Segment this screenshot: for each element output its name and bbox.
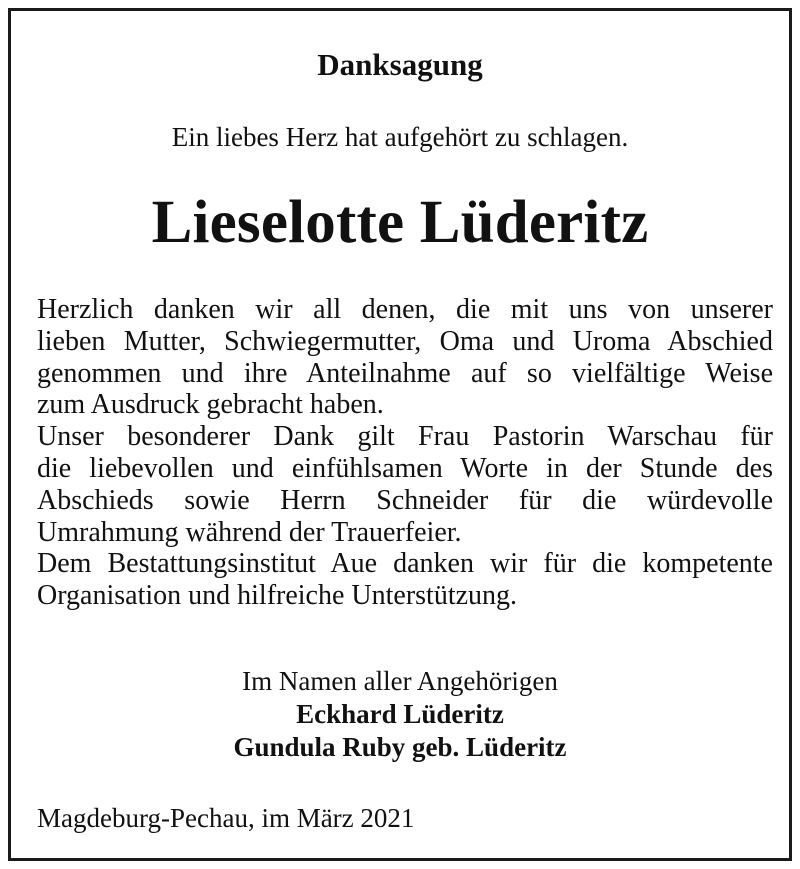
signature-block (11, 665, 789, 764)
place-date: Magdeburg-Pechau, im März 2021 (37, 803, 415, 833)
body-line: die liebevollen und einfühlsamen Worte in der Stunde des (37, 452, 773, 484)
body-line: genommen und ihre Anteilnahme auf so vielfältige Weise (37, 357, 773, 389)
body-line: Umrahmung während der Trauerfeier. (37, 516, 462, 548)
signatory-name: Eckhard Lüderitz (296, 699, 504, 729)
body-line: lieben Mutter, Schwiegermutter, Oma und Uroma Abschied (37, 325, 773, 357)
deceased-name: Lieselotte Lüderitz (151, 189, 649, 256)
body-line: zum Ausdruck gebracht haben. (37, 389, 384, 421)
notice-subtitle: Ein liebes Herz hat aufgehört zu schlagen. (171, 122, 629, 152)
notice-heading: Danksagung (317, 47, 483, 82)
signatory-name: Gundula Ruby geb. Lüderitz (233, 732, 567, 762)
body-line: Herzlich danken wir all denen, die mit uns von unserer (37, 294, 773, 325)
thank-you-text (37, 294, 773, 612)
body-line: Dem Bestattungsinstitut Aue danken wir für die kompetente (37, 548, 773, 580)
body-line: Abschieds sowie Herrn Schneider für die würdevolle (37, 484, 773, 516)
signature-intro: Im Namen aller Angehörigen (242, 666, 558, 696)
body-line: Unser besonderer Dank gilt Frau Pastorin Warschau für (37, 421, 773, 453)
body-line: Organisation und hilfreiche Unterstützung. (37, 580, 518, 612)
notice-frame (8, 8, 792, 861)
